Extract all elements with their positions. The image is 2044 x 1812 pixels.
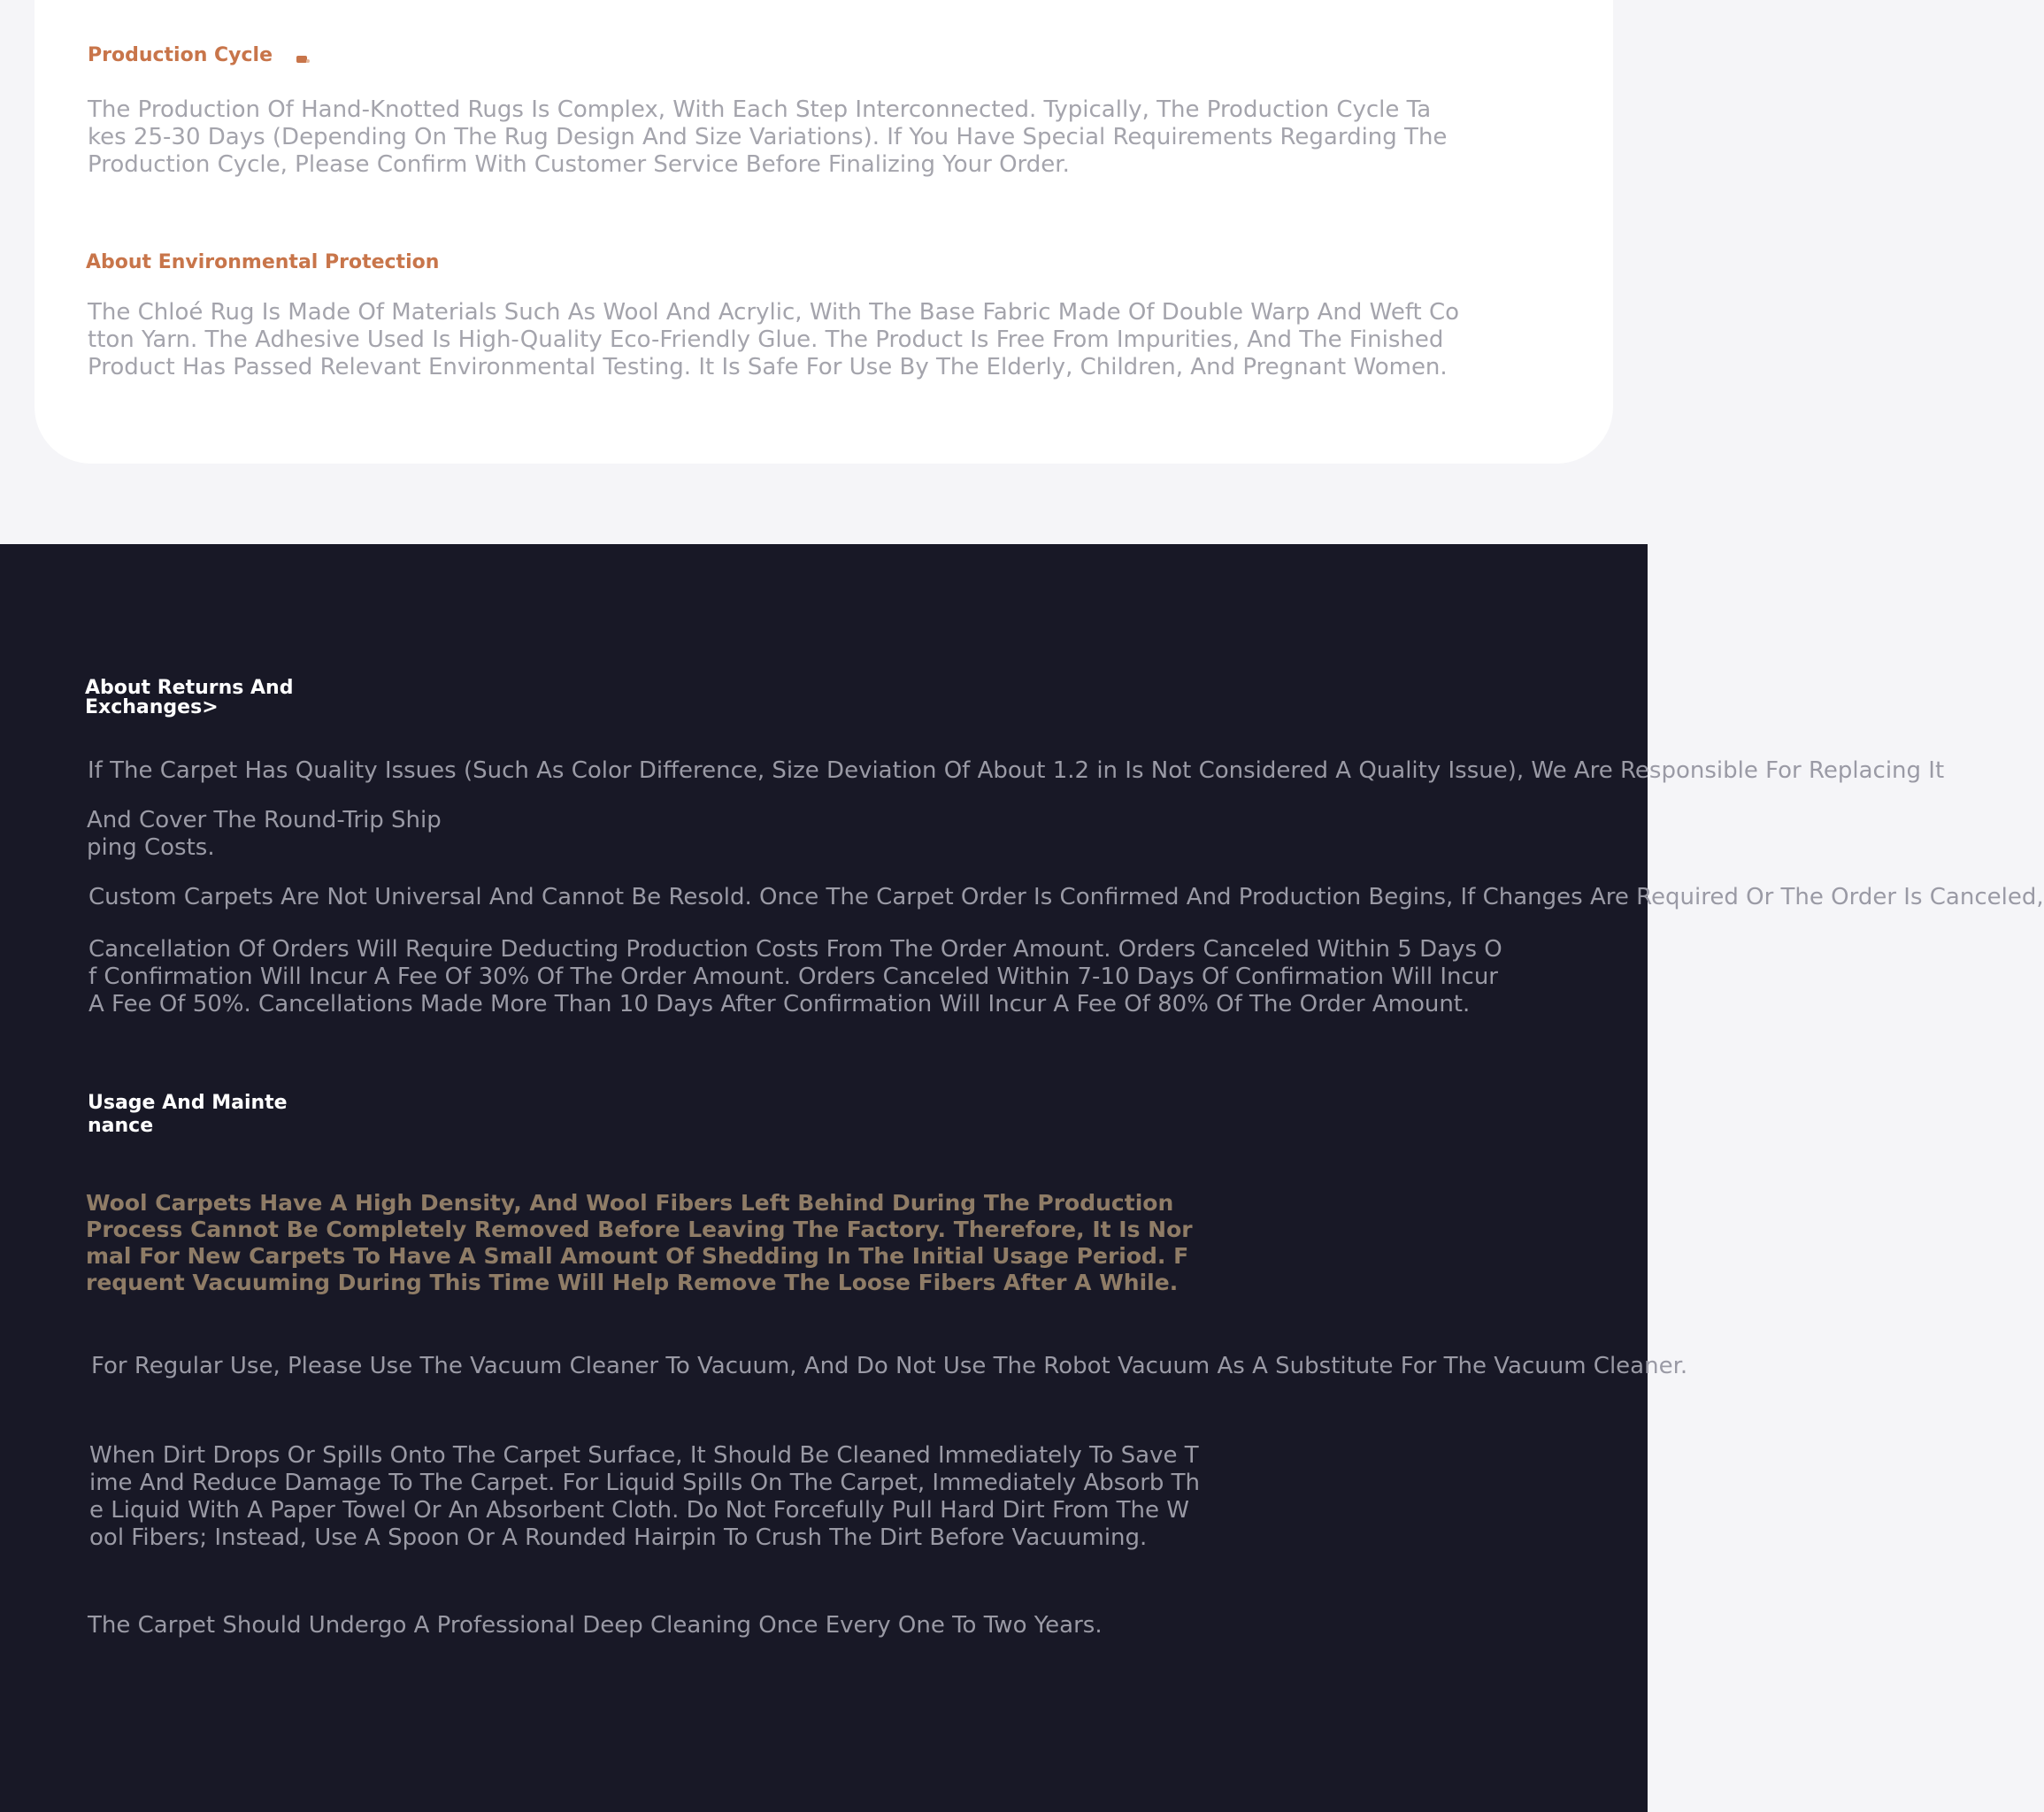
returns-shipping-text: And Cover The Round-Trip Ship ping Costs. (87, 807, 442, 861)
usage-deep-clean-text: The Carpet Should Undergo A Professional Deep Cleaning Once Every One To Two Years. (88, 1612, 1103, 1639)
environmental-heading: About Environmental Protection (86, 251, 440, 273)
rug-icon (295, 53, 311, 65)
returns-quality-text: If The Carpet Has Quality Issues (Such As Color Difference, Size Deviation Of About 1.2 in Is Not Considered A Quality Issue), We Are Responsible For Replacing It (88, 757, 1945, 784)
usage-regular-text: For Regular Use, Please Use The Vacuum Cleaner To Vacuum, And Do Not Use The Robot Vacuum As A Substitute For The Vacuum Cleaner. (91, 1353, 1688, 1379)
info-card (35, 0, 1613, 464)
environmental-text: The Chloé Rug Is Made Of Materials Such As Wool And Acrylic, With The Base Fabric Made Of Double Warp And Weft Co tton Yarn. The Adhesive Used Is High-Quality Eco-Friendly Glue. The Product Is Free From Impurities, And The Finished Product Has Passed Relevant Environmental Testing. It Is Safe For Use By The Elderly, Children, And Pregnant Women. (88, 299, 1460, 380)
returns-custom-text: Custom Carpets Are Not Universal And Cannot Be Resold. Once The Carpet Order Is Confirmed And Production Begins, If Changes Are Required Or The Order Is Canceled, (88, 884, 2044, 910)
usage-dirt-text: When Dirt Drops Or Spills Onto The Carpet Surface, It Should Be Cleaned Immediately To Save T ime And Reduce Damage To The Carpet. For Liquid Spills On The Carpet, Immediately Absorb Th e Liquid With A Paper Towel Or An Absorbent Cloth. Do Not Forcefully Pull Hard Dirt From The W ool Fibers; Instead, Use A Spoon Or A Rounded Hairpin To Crush The Dirt Before Vacuuming. (89, 1442, 1201, 1551)
info-section-light (0, 0, 1648, 544)
usage-wool-text: Wool Carpets Have A High Density, And Wool Fibers Left Behind During The Production Process Cannot Be Completely Removed Before Leaving The Factory. Therefore, It Is Nor mal For New Carpets To Have A Small Amount Of Shedding In The Initial Usage Period. F requent Vacuuming During This Time Will Help Remove The Loose Fibers After A While. (86, 1190, 1193, 1295)
usage-heading: Usage And Mainte nance (88, 1092, 288, 1137)
production-cycle-text: The Production Of Hand-Knotted Rugs Is Complex, With Each Step Interconnected. Typically, The Production Cycle Ta kes 25-30 Days (Depending On The Rug Design And Size Variations). If You Have Special Requirements Regarding The Production Cycle, Please Confirm With Customer Service Before Finalizing Your Order. (88, 96, 1448, 178)
production-cycle-heading: Production Cycle (88, 44, 273, 66)
returns-cancel-text: Cancellation Of Orders Will Require Deducting Production Costs From The Order Amount. Orders Canceled Within 5 Days O f Confirmation Will Incur A Fee Of 30% Of The Order Amount. Orders Canceled Within 7-10 Days Of Confirmation Will Incur A Fee Of 50%. Cancellations Made More Than 10 Days After Confirmation Will Incur A Fee Of 80% Of The Order Amount. (88, 936, 1502, 1017)
returns-heading[interactable]: About Returns And Exchanges> (85, 677, 294, 718)
